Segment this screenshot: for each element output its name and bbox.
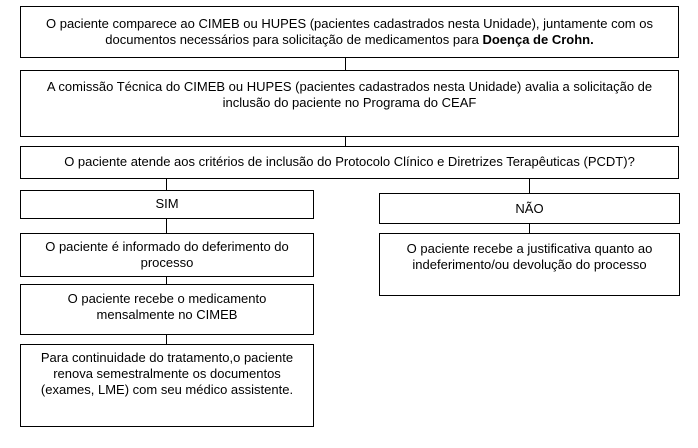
step-2-line-1: A comissão Técnica do CIMEB ou HUPES (pacientes cadastrados nesta Unidade) avalia a solicitação de [46, 79, 653, 94]
no-step-1-line-1: O paciente recebe a justificativa quanto ao [406, 241, 653, 256]
yes-step-1-line-2: processo [140, 255, 194, 270]
step-1-line-2 [27, 32, 672, 48]
yes-step-3-line-3: (exames, LME) com seu médico assistente. [40, 382, 294, 397]
yes-step-2-line-1: O paciente recebe o medicamento [67, 291, 267, 306]
yes-step-2-line-2: mensalmente no CIMEB [96, 307, 238, 322]
yes-step-1-box [20, 233, 314, 277]
step-1-box [20, 6, 679, 58]
yes-step-3-box [20, 344, 314, 427]
yes-label: SIM [155, 196, 179, 211]
step-2-line-2: inclusão do paciente no Programa do CEAF [222, 95, 477, 110]
yes-step-3-line-2: renova semestralmente os documentos [53, 366, 281, 381]
yes-step-2-box [20, 284, 314, 335]
no-label: NÃO [515, 201, 544, 216]
no-step-1-box [379, 233, 680, 296]
step-1-line-2-text: documentos necessários para solicitação de medicamentos para [105, 32, 483, 47]
no-label-box [379, 193, 680, 224]
yes-step-1-line-1: O paciente é informado do deferimento do [45, 239, 289, 254]
step-1-line-1: O paciente comparece ao CIMEB ou HUPES (pacientes cadastrados nesta Unidade), juntamente com os [46, 16, 653, 31]
yes-label-box [20, 190, 314, 219]
decision-box [20, 146, 679, 179]
no-step-1-line-2: indeferimento/ou devolução do processo [412, 257, 647, 272]
step-2-box [20, 70, 679, 137]
step-1-disease-name: Doença de Crohn. [482, 32, 594, 47]
decision-text: O paciente atende aos critérios de inclusão do Protocolo Clínico e Diretrizes Terapêuticas (PCDT)? [64, 154, 635, 169]
yes-step-3-line-1: Para continuidade do tratamento,o paciente [40, 350, 294, 365]
